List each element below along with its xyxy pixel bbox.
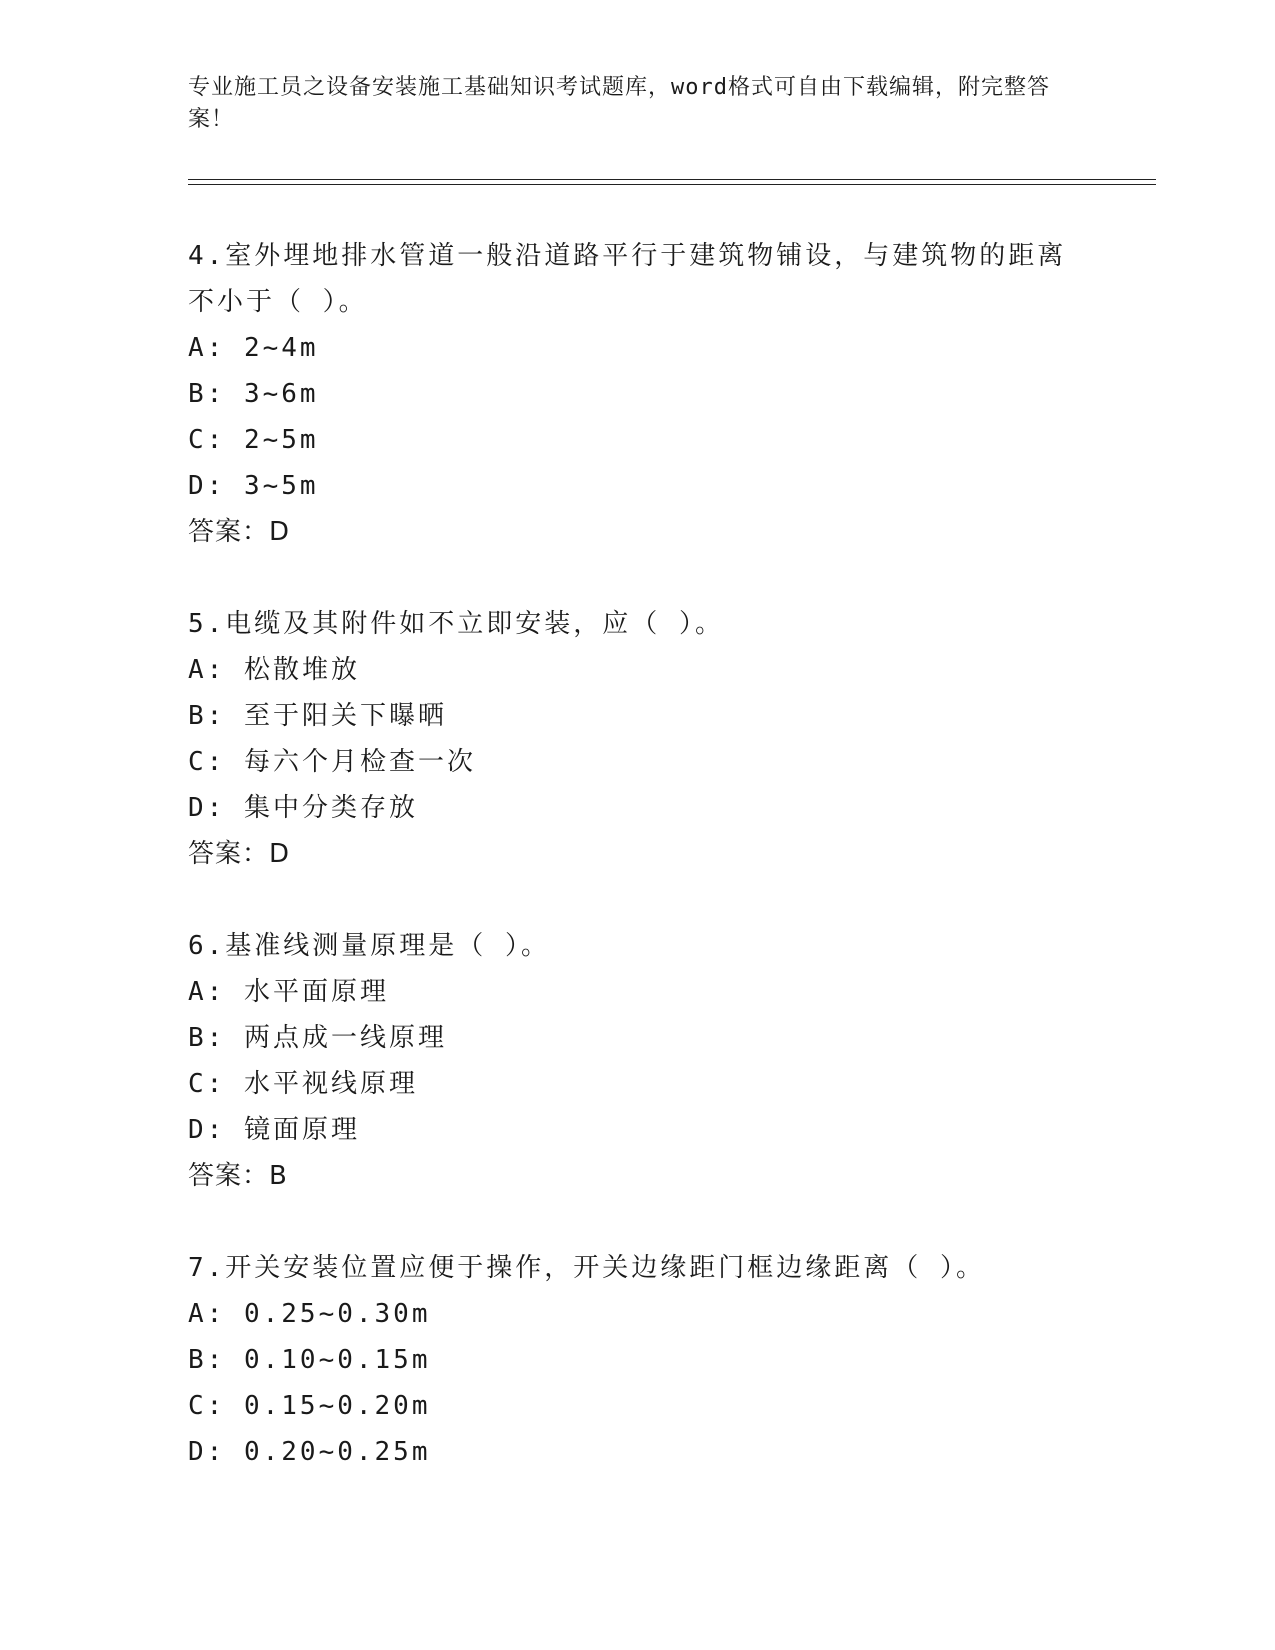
answer-text: 答案：B bbox=[188, 1161, 288, 1191]
question-5 bbox=[188, 601, 1068, 877]
option-c: C: 0.15~0.20m bbox=[188, 1391, 431, 1421]
question-4 bbox=[188, 233, 1068, 555]
question-6 bbox=[188, 923, 1068, 1199]
option-a: A: 0.25~0.30m bbox=[188, 1299, 431, 1329]
question-text: 5.电缆及其附件如不立即安装，应（ ）。 bbox=[188, 609, 724, 639]
question-text: 4.室外埋地排水管道一般沿道路平行于建筑物铺设，与建筑物的距离不小于（ ）。 bbox=[188, 241, 1067, 317]
option-c: C: 每六个月检查一次 bbox=[188, 747, 476, 777]
question-list bbox=[188, 233, 1068, 1521]
option-d: D: 0.20~0.25m bbox=[188, 1437, 431, 1467]
option-b: B: 至于阳关下曝晒 bbox=[188, 701, 447, 731]
option-d: D: 集中分类存放 bbox=[188, 793, 418, 823]
header-divider-top bbox=[188, 179, 1156, 180]
document-header bbox=[188, 72, 1068, 136]
question-7 bbox=[188, 1245, 1068, 1475]
option-d: D: 镜面原理 bbox=[188, 1115, 360, 1145]
header-divider-bottom bbox=[188, 184, 1156, 185]
option-b: B: 两点成一线原理 bbox=[188, 1023, 447, 1053]
option-d: D: 3~5m bbox=[188, 471, 319, 501]
option-a: A: 水平面原理 bbox=[188, 977, 389, 1007]
answer-text: 答案：D bbox=[188, 517, 291, 547]
option-c: C: 水平视线原理 bbox=[188, 1069, 418, 1099]
option-b: B: 0.10~0.15m bbox=[188, 1345, 431, 1375]
option-a: A: 2~4m bbox=[188, 333, 319, 363]
answer-text: 答案：D bbox=[188, 839, 291, 869]
question-text: 6.基准线测量原理是（ ）。 bbox=[188, 931, 550, 961]
header-title: 专业施工员之设备安装施工基础知识考试题库，word格式可自由下载编辑，附完整答案！ bbox=[188, 75, 1050, 132]
question-text: 7.开关安装位置应便于操作，开关边缘距门框边缘距离（ ）。 bbox=[188, 1253, 985, 1283]
option-b: B: 3~6m bbox=[188, 379, 319, 409]
option-c: C: 2~5m bbox=[188, 425, 319, 455]
option-a: A: 松散堆放 bbox=[188, 655, 360, 685]
